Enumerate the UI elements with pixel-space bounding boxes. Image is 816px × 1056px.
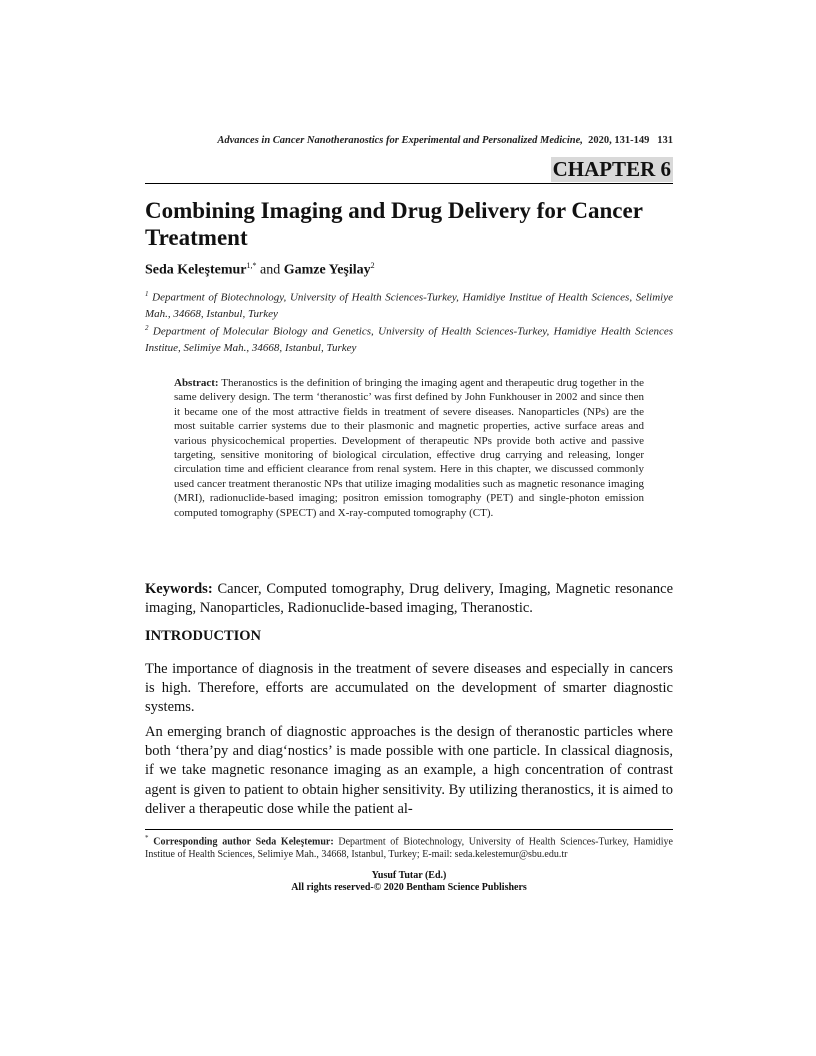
running-head <box>145 135 673 146</box>
chapter-label: CHAPTER 6 <box>552 157 671 181</box>
author-conjunction: and <box>256 262 284 278</box>
author-first-sup: 1,* <box>246 261 257 270</box>
affiliation-2-sup: 2 <box>145 324 149 332</box>
affiliation-1-text: Department of Biotechnology, University of Health Sciences-Turkey, Hamidiye Institue of Health Sciences, Selimiye Mah., 34668, Istanbul, Turkey <box>145 291 673 320</box>
journal-title: Advances in Cancer Nanotheranostics for Experimental and Personalized Medicine, <box>217 135 583 146</box>
abstract-label: Abstract: <box>174 377 219 389</box>
author-second-sup: 2 <box>370 261 375 270</box>
keywords-text: Cancer, Computed tomography, Drug delivery, Imaging, Magnetic resonance imaging, Nanoparticles, Radionuclide-based imaging, Theranostic. <box>145 581 674 616</box>
rights-line: All rights reserved-© 2020 Bentham Science Publishers <box>291 882 527 893</box>
paragraph-1: The importance of diagnosis in the treatment of severe diseases and especially in cancers is high. Therefore, efforts are accumulated on the development of smarter diagnostic systems. <box>145 661 673 716</box>
keywords <box>145 580 673 618</box>
editor-line: Yusuf Tutar (Ed.) <box>371 870 447 881</box>
paragraph-2: An emerging branch of diagnostic approaches is the design of theranostic particles where both ‘thera’py and diag‘nostics’ is made possible with one particle. In classical diagnosis, if we take magnetic resonance imaging as an example, a high concentration of contrast agent is given to patient to obtain higher sensitivity. By utilizing theranostics, it is aimed to deliver a therapeutic dose while the patient al- <box>145 724 673 817</box>
publisher-block <box>145 870 673 894</box>
page-number: 131 <box>657 135 673 146</box>
author-line <box>145 261 673 279</box>
page-range: 2020, 131-149 <box>588 135 650 146</box>
abstract-text: Theranostics is the definition of bringing the imaging agent and therapeutic drug together in the same delivery design. The term ‘theranostic’ was first defined by John Funkhouser in 2002 and since then it became one of the most attractive fields in treatment of severe diseases. Nanoparticles (NPs) are the most suitable carrier systems due to their plasmonic and magnetic properties, active surface areas and various physicochemical properties. Development of therapeutic NPs provide both active and passive targeting, sensitive monitoring of biological circulation, effective drug carrying and releasing, longer circulation time and efficient clearance from renal system. Here in this chapter, we discussed commonly used cancer treatment theranostic NPs that utilize imaging modalities such as magnetic resonance imaging (MRI), radionuclide-based imaging; positron emission tomography (PET) and single-photon emission computed tomography (SPECT) and X-ray-computed tomography (CT). <box>174 377 644 519</box>
footnote-sup: * <box>145 834 149 842</box>
author-second: Gamze Yeşilay <box>283 262 371 278</box>
footnote-label: Corresponding author Seda Keleştemur: <box>153 836 334 848</box>
affiliation-1-sup: 1 <box>145 290 149 298</box>
section-heading: INTRODUCTION <box>145 628 262 644</box>
footnote-rule <box>145 829 673 830</box>
affiliation-2-text: Department of Molecular Biology and Genetics, University of Health Sciences-Turkey, Hamidiye Health Sciences Institue, Selimiye Mah., 34668, Istanbul, Turkey <box>145 325 674 354</box>
abstract <box>174 376 644 520</box>
footnote-text: Department of Biotechnology, University of Health Sciences-Turkey, Hamidiye Institue of Health Sciences, Selimiye Mah., 34668, Istanbul, Turkey; E-mail: seda.kelestemur@sbu.edu.tr <box>145 836 673 861</box>
affiliation-1 <box>145 286 673 322</box>
affiliation-2 <box>145 320 673 356</box>
chapter-banner <box>145 157 673 184</box>
keywords-label: Keywords: <box>145 581 213 597</box>
chapter-title: Combining Imaging and Drug Delivery for Cancer Treatment <box>145 198 643 250</box>
footnote <box>145 832 673 861</box>
author-first: Seda Keleştemur <box>145 262 247 278</box>
